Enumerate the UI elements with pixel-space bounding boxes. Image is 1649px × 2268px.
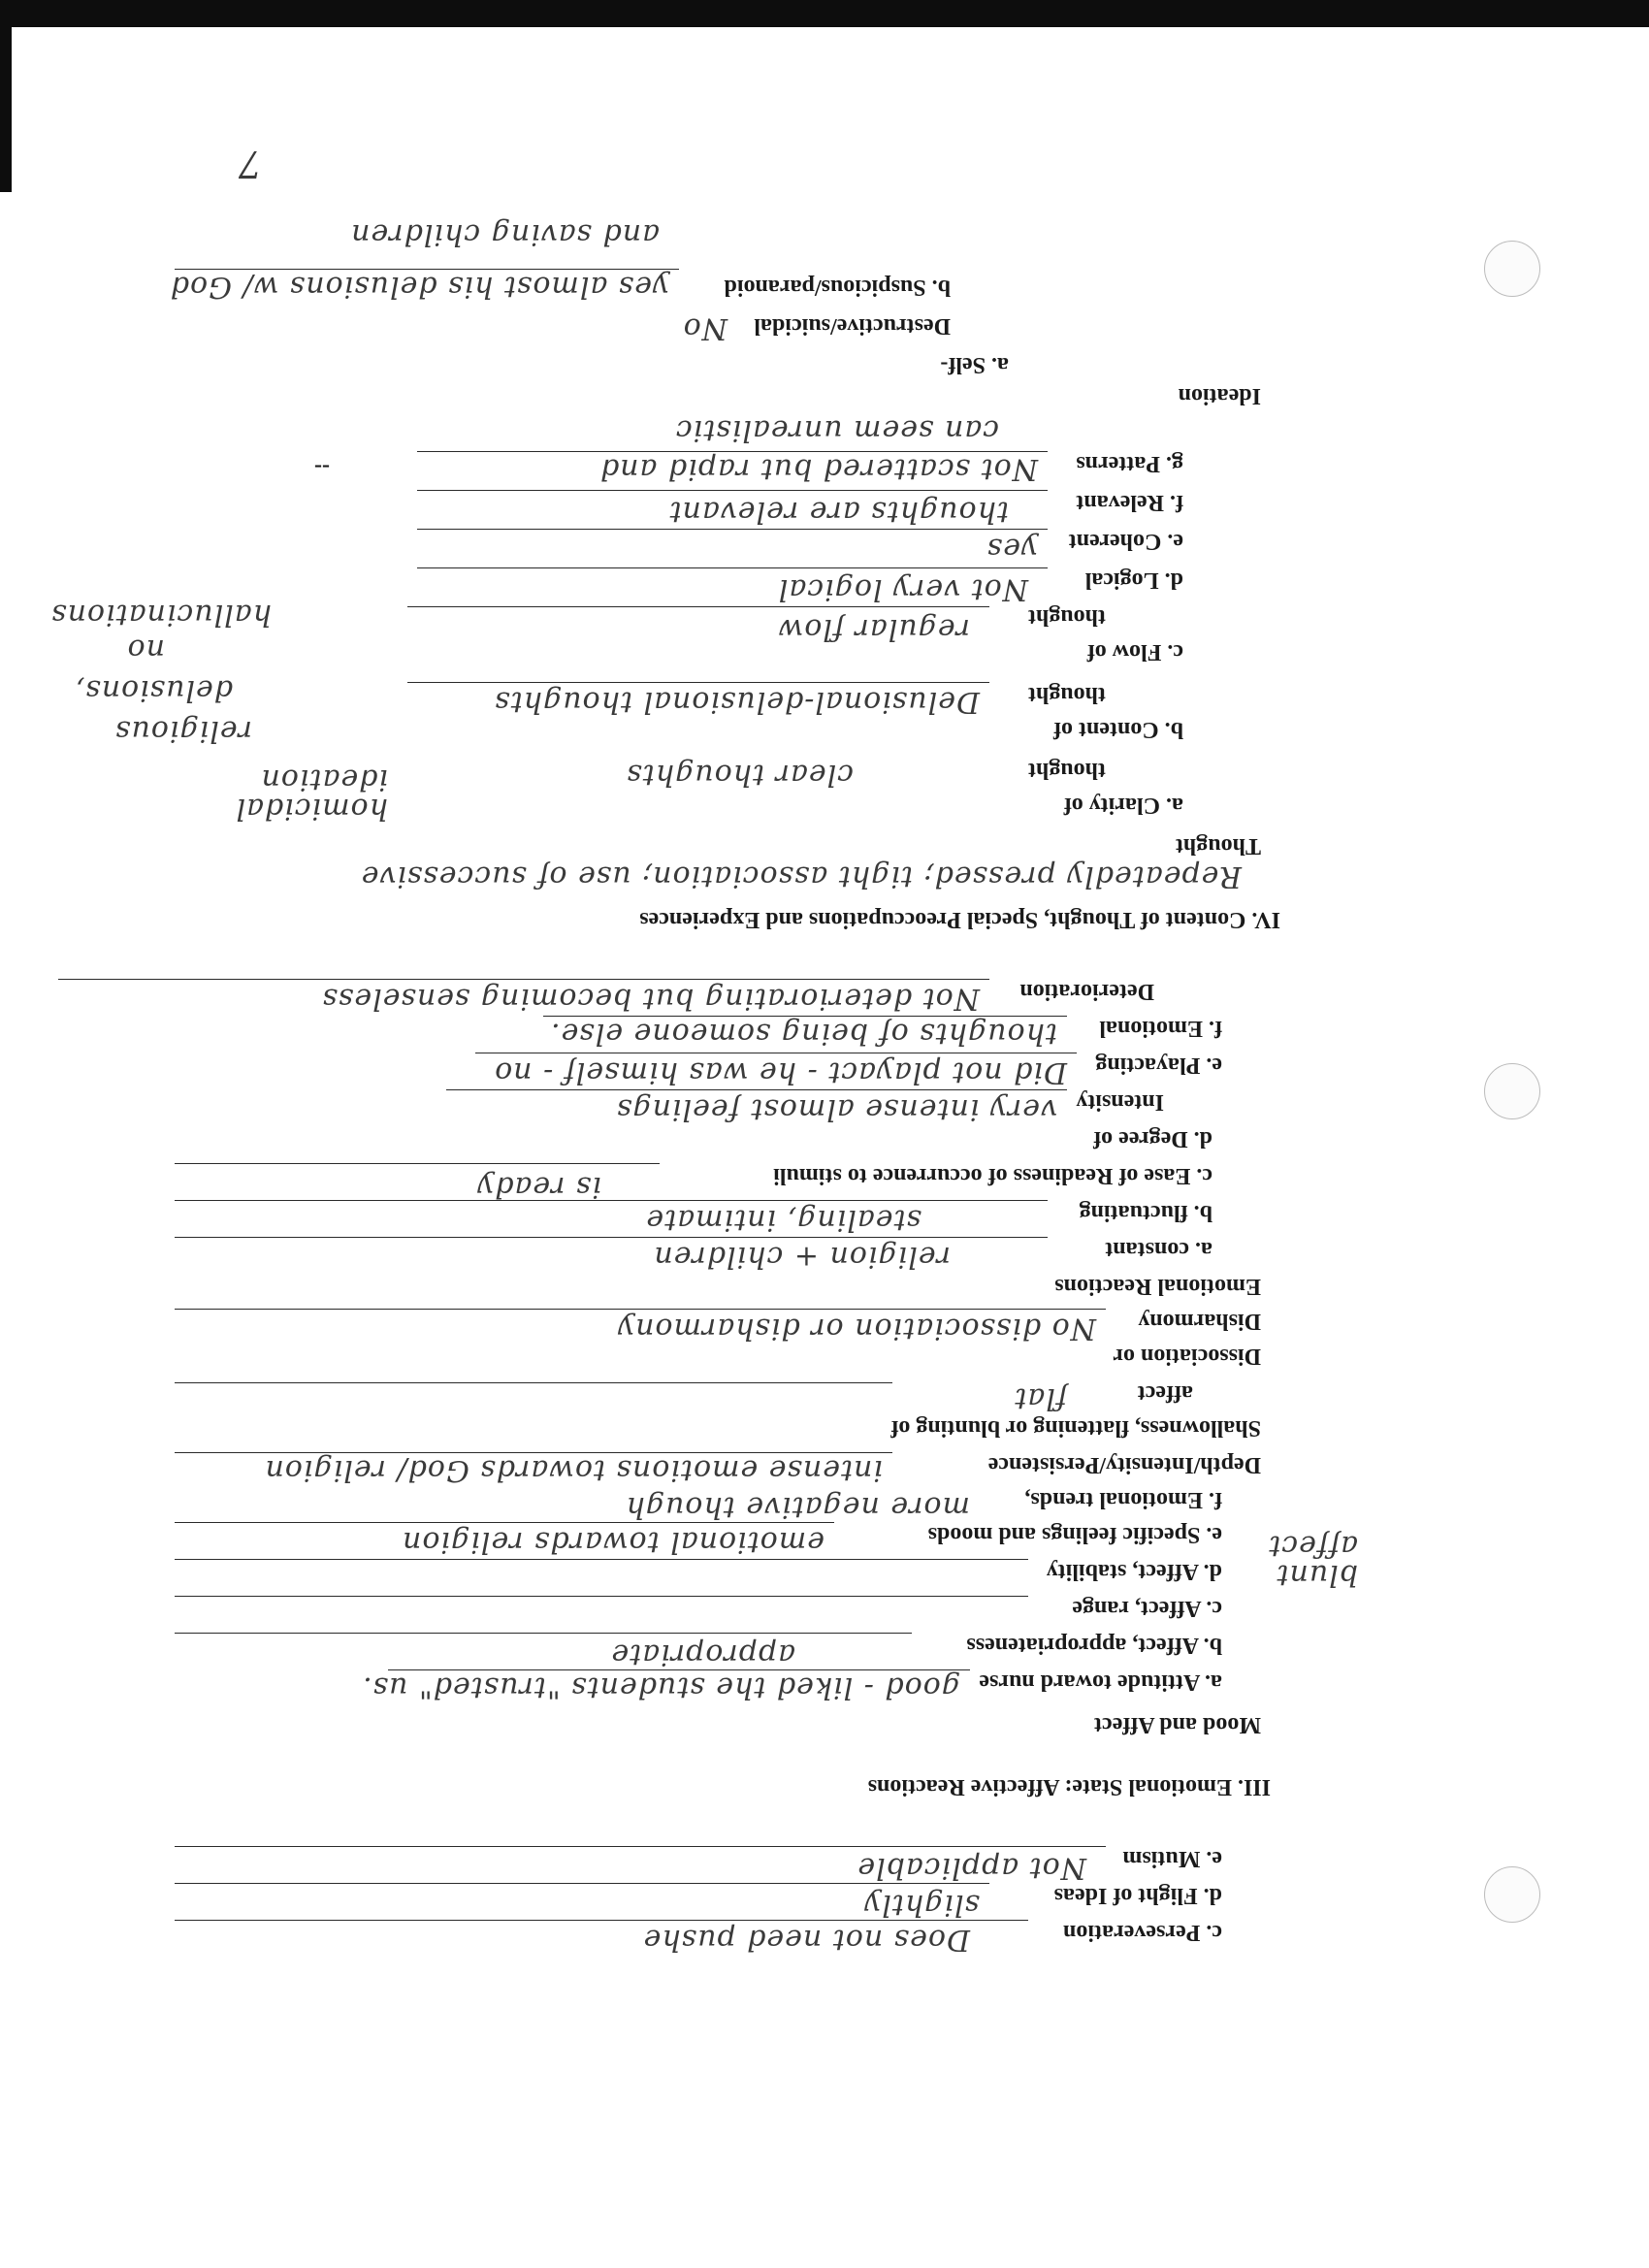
specific-feelings-line bbox=[175, 1522, 834, 1523]
fluctuating-label: b. fluctuating bbox=[1079, 1200, 1212, 1225]
preoccupation-note: Repeatedly pressed; tight association; use of successive bbox=[360, 859, 1242, 893]
punch-hole-middle bbox=[1484, 1063, 1540, 1119]
playacting-label: e. Playacting bbox=[1095, 1053, 1222, 1078]
suspicious-label: b. Suspicious/paranoid bbox=[724, 275, 951, 300]
punch-hole-top bbox=[1484, 1866, 1540, 1923]
blunt-affect-note: blunt affect bbox=[1268, 1529, 1358, 1592]
specific-feelings-label: e. Specific feelings and moods bbox=[927, 1522, 1222, 1547]
emotional-f-label: f. Emotional bbox=[1099, 1016, 1222, 1041]
stability-line bbox=[175, 1559, 1028, 1560]
patterns-label: g. Patterns bbox=[1076, 451, 1183, 476]
perseveration-label: c. Perseveration bbox=[1063, 1920, 1222, 1945]
flight-label: d. Flight of Ideas bbox=[1053, 1883, 1222, 1908]
perseveration-line bbox=[175, 1920, 1028, 1921]
affect-answer: flat bbox=[1014, 1381, 1067, 1415]
thought-subheading: Thought bbox=[1175, 833, 1261, 859]
affect-label: affect bbox=[1137, 1380, 1193, 1406]
dissociation-label: Dissociation or bbox=[1113, 1344, 1261, 1369]
depth-label: Depth/Intensity/Persistence bbox=[987, 1452, 1261, 1477]
content-line bbox=[407, 682, 989, 683]
coherent-answer: yes bbox=[986, 532, 1038, 566]
range-line bbox=[175, 1596, 1028, 1597]
page-number: 7 bbox=[237, 143, 262, 185]
disharmony-line bbox=[175, 1309, 1106, 1310]
disharmony-answer: No dissociation or disharmony bbox=[617, 1312, 1096, 1345]
constant-line bbox=[175, 1237, 1048, 1238]
flow-line bbox=[407, 606, 989, 607]
emotional-reactions-label: Emotional Reactions bbox=[1054, 1274, 1261, 1299]
relevant-answer: thoughts are relevant bbox=[668, 495, 1009, 529]
flatness-line bbox=[175, 1382, 892, 1383]
intensity-label: Intensity bbox=[1076, 1089, 1164, 1115]
flight-answer: slightly bbox=[863, 1888, 980, 1922]
fluctuating-line bbox=[175, 1200, 1048, 1201]
patterns-answer: Not scattered but rapid and bbox=[599, 452, 1038, 486]
flow-answer: regular flow bbox=[777, 612, 970, 646]
clarity-answer: clear thoughts bbox=[626, 758, 854, 792]
homicidal-note: homicidal ideation bbox=[235, 762, 388, 826]
patterns-dash: -- bbox=[314, 455, 330, 480]
ease-answer: is ready bbox=[476, 1170, 601, 1204]
trends-answer: more negative though bbox=[625, 1490, 970, 1524]
self-label: a. Self- bbox=[940, 352, 1009, 377]
destructive-answer: No bbox=[682, 311, 728, 345]
religious-note: religious bbox=[114, 714, 252, 748]
depth-answer: intense emotions towards God/ religion bbox=[264, 1453, 883, 1487]
range-label: c. Affect, range bbox=[1072, 1596, 1222, 1621]
clarity-of-label: a. Clarity of bbox=[1063, 793, 1183, 818]
scanner-edge bbox=[0, 0, 1649, 27]
content-thought-label: thought bbox=[1027, 682, 1106, 707]
deterioration-answer: Not deteriorating but becoming senseless bbox=[321, 982, 980, 1016]
disharmony-label: Disharmony bbox=[1138, 1309, 1261, 1334]
mutism-label: e. Mutism bbox=[1122, 1846, 1222, 1871]
degree-label: d. Degree of bbox=[1093, 1126, 1212, 1151]
content-answer: Delusional-delusional thoughts bbox=[494, 685, 980, 719]
suspicious-answer: yes almost his delusions w/ God bbox=[169, 270, 669, 304]
coherent-line bbox=[417, 529, 1048, 530]
mutism-line bbox=[175, 1846, 1106, 1847]
ideation-heading: Ideation bbox=[1178, 383, 1261, 408]
constant-answer: religion + children bbox=[653, 1240, 951, 1274]
content-thought-heading: IV. Content of Thought, Special Preoccupations and Experiences bbox=[639, 907, 1280, 932]
hallucinations-note: hallucinations bbox=[50, 598, 272, 632]
logical-label: d. Logical bbox=[1084, 567, 1183, 593]
mutism-answer: Not applicable bbox=[857, 1851, 1086, 1885]
appropriateness-label: b. Affect, appropriateness bbox=[966, 1633, 1222, 1658]
constant-label: a. constant bbox=[1105, 1237, 1212, 1262]
intensity-answer: very intense almost feelings bbox=[616, 1092, 1057, 1126]
ease-label: c. Ease of Readiness of occurrence to stimuli bbox=[773, 1163, 1212, 1188]
appropriateness-answer: appropriate bbox=[610, 1637, 795, 1671]
attitude-answer: good - liked the students "trusted" us. bbox=[362, 1670, 960, 1704]
coherent-label: e. Coherent bbox=[1068, 529, 1183, 554]
perseveration-answer: Does not need pushe bbox=[642, 1923, 970, 1957]
patterns-answer-line2: can seem unrealistic bbox=[674, 413, 999, 447]
relevant-line bbox=[417, 490, 1048, 491]
playacting-answer: Did not playact - he was himself - no bbox=[494, 1055, 1067, 1089]
no-note: no bbox=[126, 632, 165, 666]
ideation-answer-line2: and saving children bbox=[350, 217, 660, 251]
flow-of-label: c. Flow of bbox=[1086, 639, 1183, 664]
mood-affect-heading: Mood and Affect bbox=[1094, 1712, 1261, 1737]
ease-line bbox=[175, 1163, 660, 1164]
appropriateness-line bbox=[175, 1633, 912, 1634]
destructive-label: Destructive/suicidal bbox=[754, 313, 951, 339]
emotional-state-heading: III. Emotional State: Affective Reactions bbox=[867, 1774, 1271, 1799]
logical-line bbox=[417, 567, 1048, 568]
trends-label: f. Emotional trends, bbox=[1024, 1487, 1222, 1512]
content-of-label: b. Content of bbox=[1052, 717, 1183, 742]
flight-line bbox=[175, 1883, 989, 1884]
shallowness-label: Shallowness, flattening or blunting of bbox=[890, 1415, 1261, 1441]
logical-answer: Not very logical bbox=[777, 572, 1028, 606]
delusions-note: delusions, bbox=[74, 673, 233, 707]
fluctuating-answer: stealing, intimate bbox=[645, 1203, 922, 1237]
stability-label: d. Affect, stability bbox=[1046, 1559, 1222, 1584]
intensity-line bbox=[446, 1089, 1067, 1090]
emotional-f-answer: thoughts of being someone else. bbox=[550, 1017, 1057, 1051]
specific-feelings-answer: emotional towards religion bbox=[402, 1525, 824, 1559]
clarity-thought-label: thought bbox=[1027, 758, 1106, 783]
flow-thought-label: thought bbox=[1027, 604, 1106, 630]
relevant-label: f. Relevant bbox=[1076, 490, 1183, 515]
punch-hole-bottom bbox=[1484, 241, 1540, 297]
deterioration-line bbox=[58, 979, 989, 980]
deterioration-label: Deterioration bbox=[1019, 979, 1154, 1004]
scanner-edge-side bbox=[0, 27, 12, 192]
attitude-label: a. Attitude toward nurse bbox=[979, 1669, 1222, 1695]
